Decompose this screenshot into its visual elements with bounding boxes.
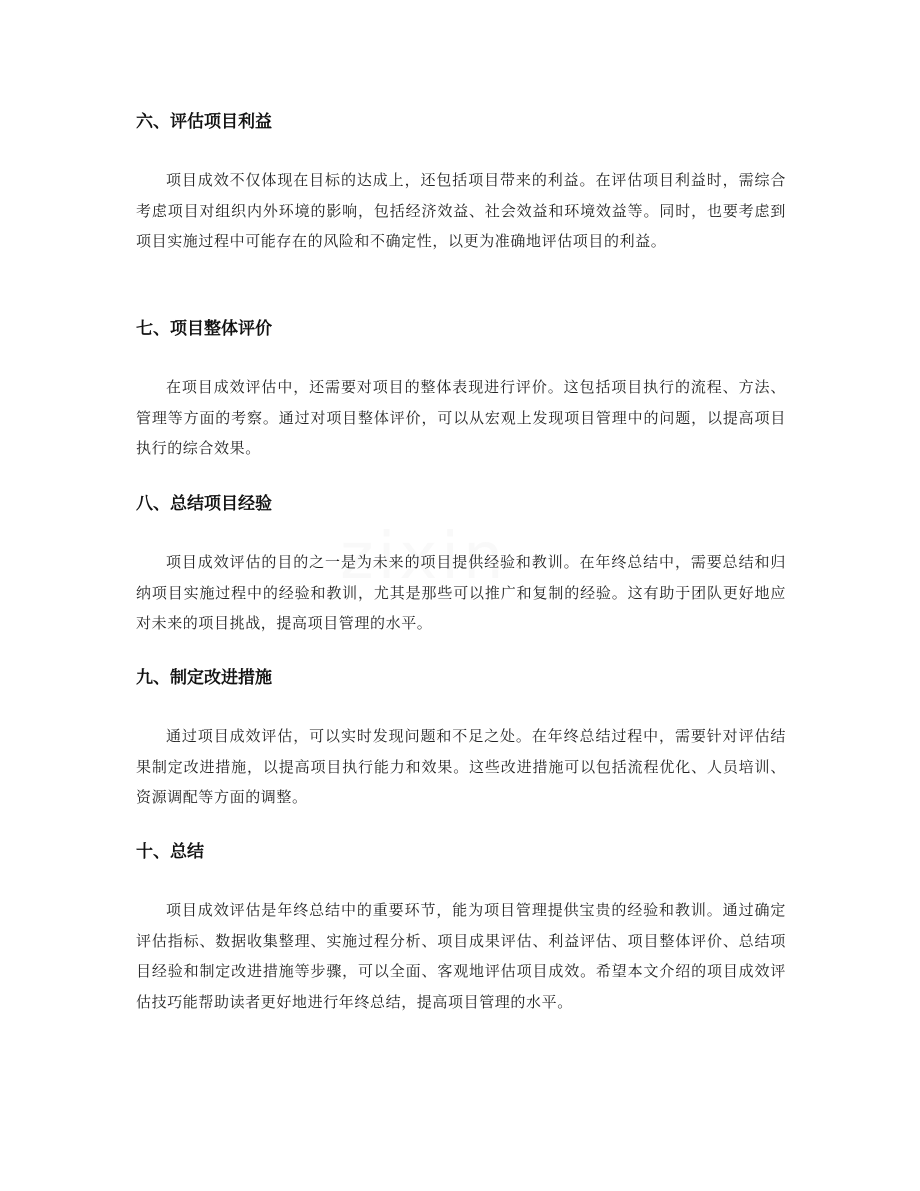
section-evaluate-benefits bbox=[136, 110, 786, 257]
section-paragraph: 项目成效不仅体现在目标的达成上，还包括项目带来的利益。在评估项目利益时，需综合考虑项目对组织内外环境的影响，包括经济效益、社会效益和环境效益等。同时，也要考虑到项目实施过程中可能存在的风险和不确定性，以更为准确地评估项目的利益。 bbox=[136, 171, 786, 251]
watermark: zixin bbox=[340, 520, 508, 594]
section-paragraph: 通过项目成效评估，可以实时发现问题和不足之处。在年终总结过程中，需要针对评估结果制定改进措施，以提高项目执行能力和效果。这些改进措施可以包括流程优化、人员培训、资源调配等方面的调整。 bbox=[136, 727, 786, 807]
section-overall-evaluation bbox=[136, 317, 786, 464]
section-heading: 八、总结项目经验 bbox=[136, 494, 272, 514]
section-heading: 七、项目整体评价 bbox=[136, 319, 272, 339]
section-paragraph: 项目成效评估是年终总结中的重要环节，能为项目管理提供宝贵的经验和教训。通过确定评估指标、数据收集整理、实施过程分析、项目成果评估、利益评估、项目整体评价、总结项目经验和制定改进措施等步骤，可以全面、客观地评估项目成效。希望本文介绍的项目成效评估技巧能帮助读者更好地进行年终总结，提高项目管理的水平。 bbox=[136, 901, 786, 1012]
section-paragraph: 项目成效评估的目的之一是为未来的项目提供经验和教训。在年终总结中，需要总结和归纳项目实施过程中的经验和教训，尤其是那些可以推广和复制的经验。这有助于团队更好地应对未来的项目挑战，提高项目管理的水平。 bbox=[136, 553, 786, 633]
section-summarize-experience bbox=[136, 492, 786, 639]
section-improvement-measures bbox=[136, 666, 786, 813]
section-conclusion bbox=[136, 840, 786, 1018]
section-heading: 六、评估项目利益 bbox=[136, 112, 272, 132]
section-heading: 九、制定改进措施 bbox=[136, 668, 272, 688]
section-paragraph: 在项目成效评估中，还需要对项目的整体表现进行评价。这包括项目执行的流程、方法、管理等方面的考察。通过对项目整体评价，可以从宏观上发现项目管理中的问题，以提高项目执行的综合效果。 bbox=[136, 378, 786, 458]
section-heading: 十、总结 bbox=[136, 842, 204, 862]
